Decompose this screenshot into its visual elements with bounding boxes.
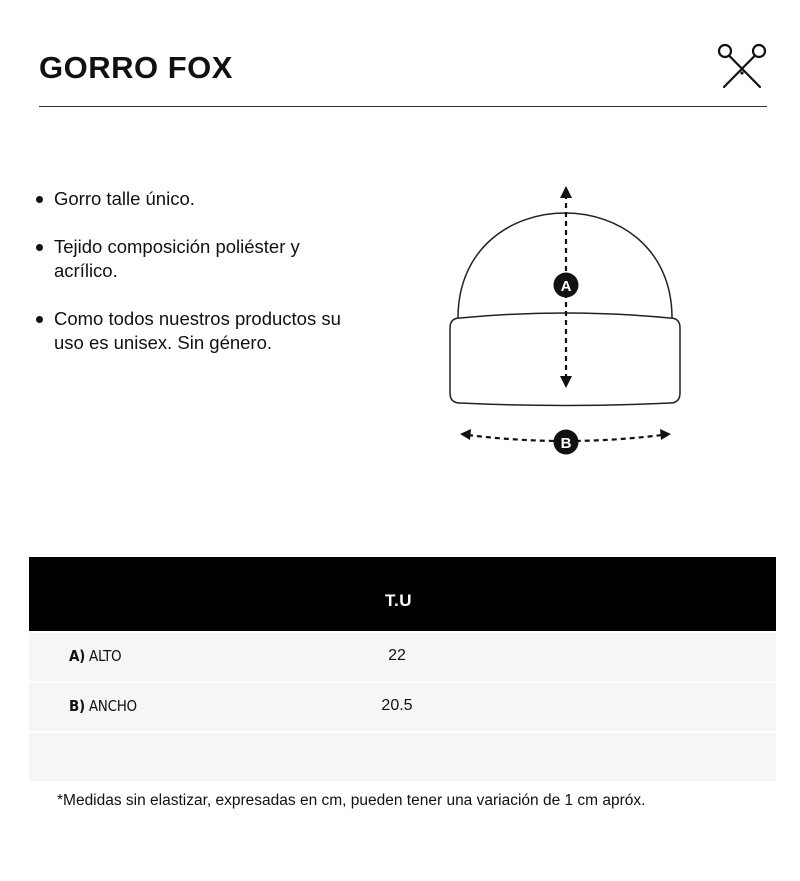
feature-item: Como todos nuestros productos su uso es unisex. Sin género.	[34, 307, 364, 355]
header-divider	[39, 106, 767, 107]
table-row: B) ANCHO 20.5	[29, 681, 776, 731]
feature-item: Tejido composición poliéster y acrílico.	[34, 235, 364, 283]
feature-list	[34, 187, 364, 379]
marker-a-label: A	[560, 278, 572, 295]
size-table-header	[29, 557, 776, 631]
arrow-head-right	[660, 429, 671, 440]
feature-item: Gorro talle único.	[34, 187, 364, 211]
size-table	[29, 557, 776, 781]
arrow-head-up	[560, 186, 572, 198]
table-row	[29, 731, 776, 781]
arrow-head-left	[460, 429, 471, 440]
beanie-icon	[440, 168, 690, 458]
row-label: B) ANCHO	[69, 697, 137, 715]
row-label: A) ALTO	[69, 647, 122, 665]
size-column-header: T.U	[385, 591, 412, 610]
footnote: *Medidas sin elastizar, expresadas en cm, pueden tener una variación de 1 cm apróx.	[57, 792, 646, 809]
scissors-icon	[716, 42, 768, 90]
marker-b-label: B	[560, 435, 572, 452]
table-row: A) ALTO 22	[29, 631, 776, 681]
page-title: GORRO FOX	[39, 50, 233, 85]
